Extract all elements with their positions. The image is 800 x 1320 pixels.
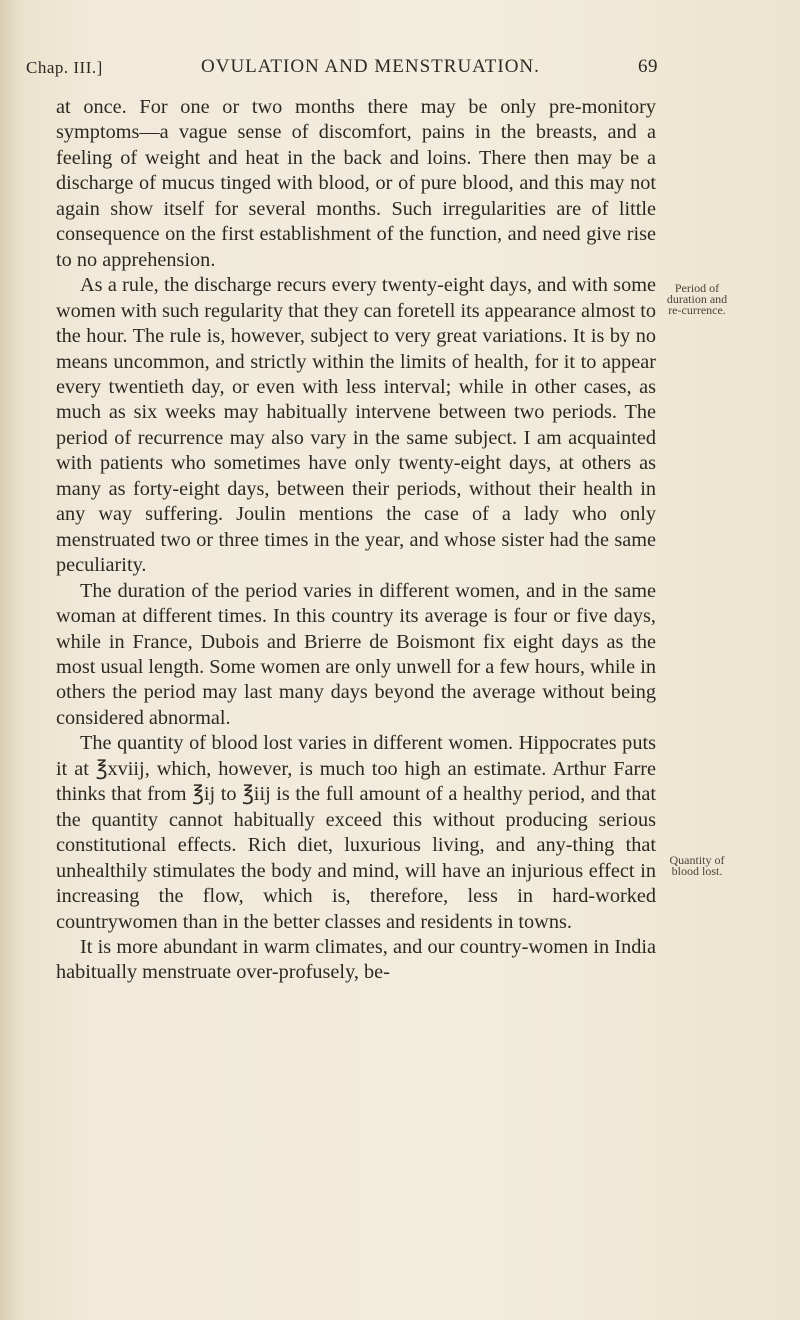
paragraph-4: The quantity of blood lost varies in different women. Hippocrates puts it at ℥xviij, which, however, is much too high an estimate. Arthur Farre thinks that from ℥ij to ℥iij is the full amount of a healthy period, and that the quantity cannot habitually exceed this without producing serious constitutional effects. Rich diet, luxurious living, and any-thing that unhealthily stimulates the body and mind, will have an injurious effect in increasing the flow, which is, therefore, less in hard-worked countrywomen than in the better classes and residents in towns. — [56, 732, 656, 933]
chapter-label: Chap. III.] — [26, 58, 103, 77]
page-number: 69 — [638, 56, 658, 77]
paragraph-1: at once. For one or two months there may be only pre-monitory symptoms—a vague sense of discomfort, pains in the breasts, and a feeling of weight and heat in the back and loins. There then may be a discharge of mucus tinged with blood, or of pure blood, and this may not again show itself for several months. Such irregularities are of little consequence on the first establishment of the function, and need give rise to no apprehension. — [56, 96, 656, 271]
paragraph-3: The duration of the period varies in different women, and in the same woman at different times. In this country its average is four or five days, while in France, Dubois and Brierre de Boismont fix eight days as the most usual length. Some women are only unwell for a few hours, while in others the period may last many days beyond the average without being considered abnormal. — [56, 579, 656, 729]
paragraph-2: As a rule, the discharge recurs every twenty-eight days, and with some women with such regularity that they can foretell its appearance almost to the hour. The rule is, however, subject to very great variations. It is by no means uncommon, and strictly within the limits of health, for it to appear every twentieth day, or even with less interval; while in other cases, as much as six weeks may habitually intervene between two periods. The period of recurrence may also vary in the same subject. I am acquainted with patients who sometimes have only twenty-eight days, at others as many as forty-eight days, between their periods, without their health in any way suffering. Joulin mentions the case of a lady who only menstruated two or three times in the year, and whose sister had the same peculiarity. — [56, 274, 656, 577]
margin-note-quantity: Quantity of blood lost. — [669, 853, 725, 878]
running-header — [26, 54, 658, 84]
page-gutter-shadow — [0, 0, 22, 1320]
running-title: OVULATION AND MENSTRUATION. — [201, 56, 540, 77]
margin-note-period: Period of duration and re-currence. — [666, 281, 728, 317]
body-text — [56, 95, 656, 986]
paragraph-5: It is more abundant in warm climates, and our country-women in India habitually menstruate over-profusely, be- — [56, 935, 656, 984]
